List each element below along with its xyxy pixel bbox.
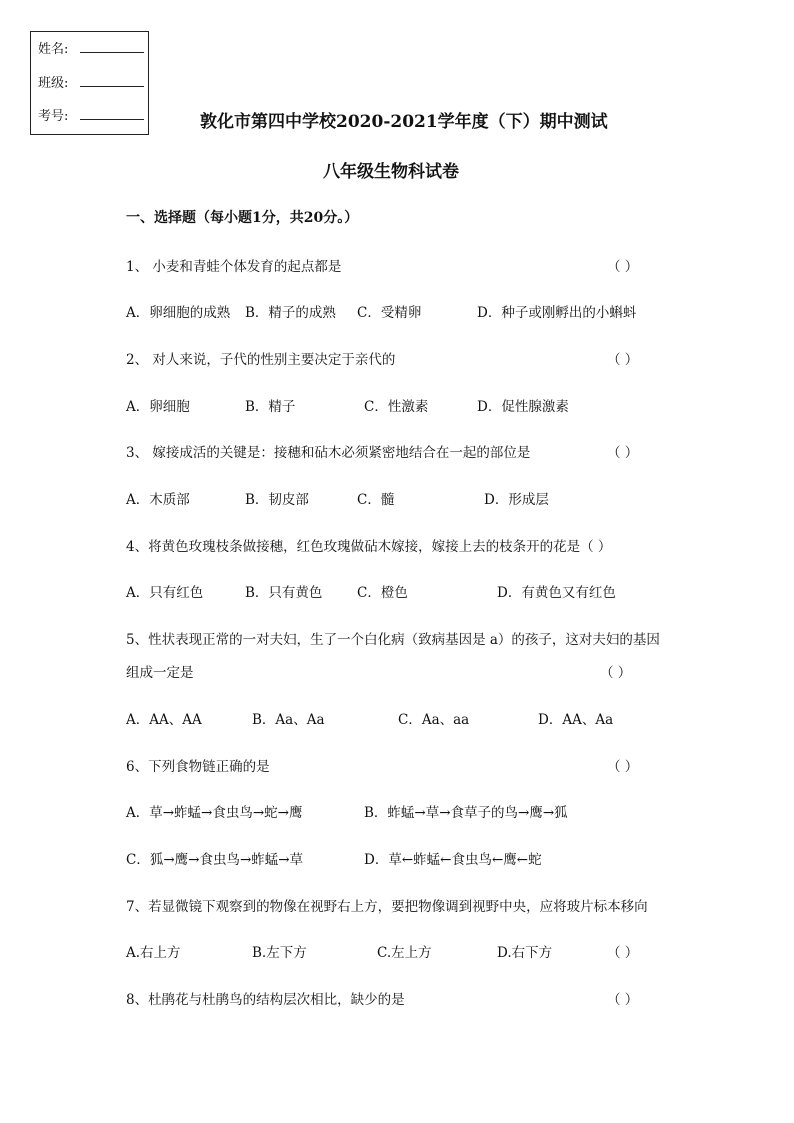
option-b: B．韧皮部 (245, 492, 309, 508)
option-a: A.右上方 (126, 945, 181, 961)
page-title: 敦化市第四中学校2020-2021学年度（下）期中测试 (200, 112, 608, 132)
name-field[interactable] (80, 52, 144, 53)
question-stem: 4、将黄色玫瑰枝条做接穗，红色玫瑰做砧木嫁接，嫁接上去的枝条开的花是（ ） (126, 539, 612, 555)
option-a: A．卵细胞 (126, 399, 190, 415)
option-a: A．木质部 (126, 492, 190, 508)
option-d: D．AA、Aa (538, 712, 614, 728)
answer-blank[interactable]: （ ） (607, 445, 639, 461)
option-d: D．促性腺激素 (477, 399, 569, 415)
answer-blank[interactable]: （ ） (607, 759, 639, 775)
option-c: C．髓 (357, 492, 395, 508)
class-field[interactable] (80, 86, 144, 87)
question-stem: 3、 嫁接成活的关键是：接穗和砧木必须紧密地结合在一起的部位是 (126, 445, 531, 461)
option-d: D．有黄色又有红色 (497, 585, 616, 601)
answer-blank[interactable]: （ ） (607, 945, 639, 961)
section-heading: 一、选择题（每小题1分，共20分。） (126, 210, 359, 226)
option-a: A．AA、AA (126, 712, 202, 728)
option-d: D．种子或刚孵出的小蝌蚪 (477, 305, 637, 321)
option-a: A．只有红色 (126, 585, 204, 601)
option-c: C．Aa、aa (398, 712, 470, 728)
question-stem: 8、杜鹃花与杜鹃鸟的结构层次相比，缺少的是 (126, 992, 405, 1008)
option-a: A．卵细胞的成熟 (126, 305, 231, 321)
student-info-box (30, 31, 149, 135)
question-stem: 2、 对人来说，子代的性别主要决定于亲代的 (126, 352, 396, 368)
exam-no-field[interactable] (80, 119, 144, 120)
answer-blank[interactable]: （ ） (600, 665, 632, 681)
option-b: B．只有黄色 (245, 585, 323, 601)
option-c: C.左上方 (377, 945, 432, 961)
answer-blank[interactable]: （ ） (607, 992, 639, 1008)
name-label: 姓名: (38, 42, 69, 57)
option-b: B．蚱蜢→草→食草子的鸟→鹰→狐 (364, 805, 568, 821)
page-subtitle: 八年级生物科试卷 (323, 162, 459, 182)
option-b: B.左下方 (252, 945, 307, 961)
class-label: 班级: (38, 76, 69, 91)
answer-blank[interactable]: （ ） (607, 259, 639, 275)
answer-blank[interactable]: （ ） (607, 352, 639, 368)
option-b: B．精子的成熟 (245, 305, 336, 321)
option-c: C．狐→鹰→食虫鸟→蚱蜢→草 (126, 852, 304, 868)
option-d: D.右下方 (497, 945, 553, 961)
question-stem: 7、若显微镜下观察到的物像在视野右上方，要把物像调到视野中央，应将玻片标本移向 (126, 899, 648, 915)
option-d: D．草←蚱蜢←食虫鸟←鹰←蛇 (364, 852, 542, 868)
question-stem: 5、性状表现正常的一对夫妇，生了一个白化病（致病基因是 a）的孩子，这对夫妇的基因 (126, 632, 660, 648)
option-b: B．精子 (245, 399, 296, 415)
option-c: C．性激素 (364, 399, 429, 415)
question-stem: 6、下列食物链正确的是 (126, 759, 270, 775)
question-stem: 1、 小麦和青蛙个体发育的起点都是 (126, 259, 342, 275)
option-c: C．受精卵 (357, 305, 422, 321)
option-a: A．草→蚱蜢→食虫鸟→蛇→鹰 (126, 805, 303, 821)
option-b: B．Aa、Aa (252, 712, 325, 728)
exam-no-label: 考号: (38, 109, 69, 124)
option-d: D．形成层 (484, 492, 549, 508)
option-c: C．橙色 (357, 585, 408, 601)
question-stem-continued: 组成一定是 (126, 665, 194, 681)
